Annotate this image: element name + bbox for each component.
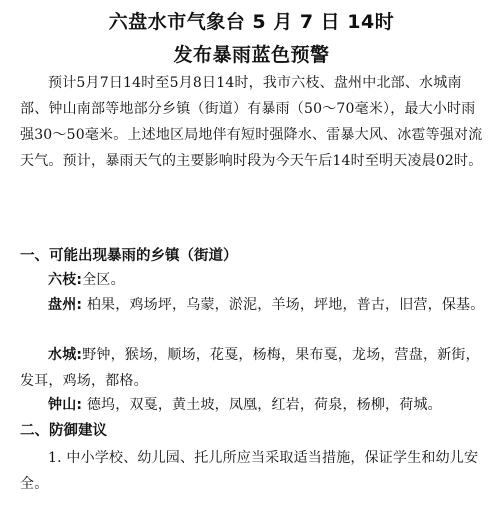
county-towns: 野钟，猴场，顺场，花戛，杨梅，果布戛，龙场，营盘，新街，发耳，鸡场，都格。 — [20, 347, 480, 389]
document-title-line-1: 六盘水市气象台 5 月 7 日 14时 — [108, 11, 395, 33]
county-entry-panzhou — [20, 292, 486, 318]
county-name: 钟山: — [48, 397, 83, 413]
county-name: 水城: — [48, 347, 83, 363]
county-towns: 柏果，鸡场坪，乌蒙，淤泥，羊场，坪地，普古，旧营，保基。 — [82, 297, 485, 313]
county-towns: 全区。 — [82, 272, 125, 288]
advice-item: 1. 中小学校、幼儿园、托儿所应当采取适当措施，保证学生和幼儿安全。 — [20, 450, 479, 492]
intro-paragraph: 预计5月7日14时至5月8日14时，我市六枝、盘州中北部、水城南部、钟山南部等地部分乡镇（街道）有暴雨（50～70毫米），最大小时雨强30～50毫米。上述地区局地伴有短时强降水、雷暴大风、冰雹等强对流天气。预计，暴雨天气的主要影响时段为今天午后14时至明天凌晨02时。 — [20, 75, 483, 169]
document-title-line-2: 发布暴雨蓝色预警 — [173, 44, 330, 66]
county-entry-liuzhi — [20, 267, 486, 293]
county-name: 六枝: — [48, 272, 83, 288]
county-name: 盘州: — [48, 297, 83, 313]
section-heading-defense-advice: 二、防御建议 — [20, 423, 107, 439]
section-heading-affected-towns: 一、可能出现暴雨的乡镇（街道） — [20, 248, 238, 264]
county-entry-zhongshan — [20, 392, 486, 418]
county-entry-shuicheng — [20, 342, 486, 394]
county-towns: 德坞，双戛，黄土坡，凤凰，红岩，荷泉，杨柳，荷城。 — [82, 397, 442, 413]
